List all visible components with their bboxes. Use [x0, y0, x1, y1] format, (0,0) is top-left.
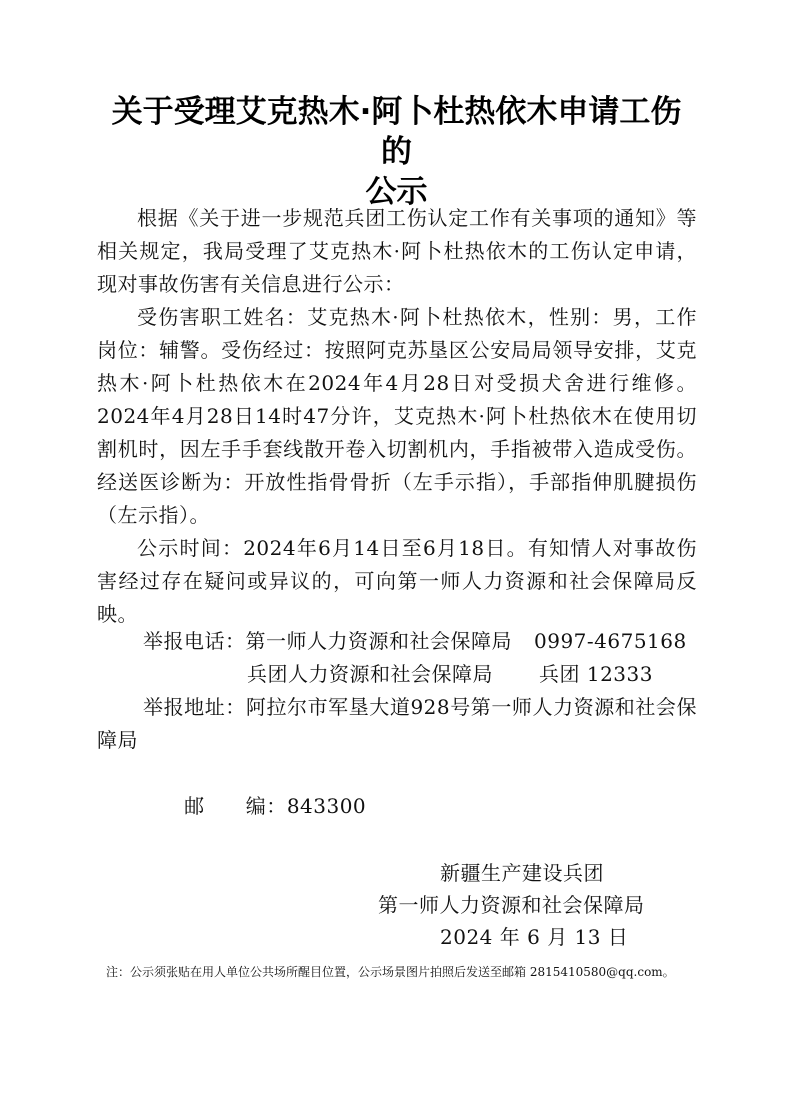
title-line-2: 公示 [365, 174, 428, 210]
address-value: 阿拉尔市军垦大道928号第一师人力资源和社会保障局 [97, 695, 697, 752]
title-line-1: 关于受理艾克热木·阿卜杜热依木申请工伤的 [111, 94, 682, 170]
postcode-label: 邮 编： [184, 794, 287, 818]
signature-date: 2024 年 6 月 13 日 [440, 925, 629, 949]
paragraph-injury-details: 受伤害职工姓名：艾克热木·阿卜杜热依木，性别：男，工作岗位：辅警。受伤经过：按照阿克苏垦区公安局局领导安排，艾克热木·阿卜杜热依木在2024年4月28日对受损犬舍进行维修。2024年4月28日14时47分许，艾克热木·阿卜杜热依木在使用切割机时，因左手手套线散开卷入切割机内，手指被带入造成受伤。经送医诊断为：开放性指骨骨折（左手示指），手部指伸肌腱损伤（左示指）。 [97, 305, 697, 527]
footnote: 注：公示须张贴在用人单位公共场所醒目位置，公示场景图片拍照后发送至邮箱 2815410580@qq.com。 [106, 965, 675, 979]
phone-org-2: 兵团人力资源和社会保障局 [247, 662, 493, 686]
contact-block [97, 625, 697, 856]
signature-org-2: 第一师人力资源和社会保障局 [378, 893, 645, 917]
phone-line-1 [97, 625, 697, 658]
phone-number-1: 0997-4675168 [534, 629, 687, 653]
paragraph-basis: 根据《关于进一步规范兵团工伤认定工作有关事项的通知》等相关规定，我局受理了艾克热木·阿卜杜热依木的工伤认定申请，现对事故伤害有关信息进行公示： [97, 206, 697, 296]
phone-number-2: 兵团 12333 [539, 662, 653, 686]
postcode-line [97, 757, 697, 856]
signature-org-1: 新疆生产建设兵团 [440, 861, 604, 885]
document-title [100, 92, 693, 212]
paragraph-notice-period: 公示时间：2024年6月14日至6月18日。有知情人对事故伤害经过存在疑问或异议的，可向第一师人力资源和社会保障局反映。 [97, 536, 697, 626]
phone-label: 举报电话： [143, 629, 246, 653]
postcode-value: 843300 [286, 794, 367, 818]
document-body [97, 202, 697, 631]
address-line [97, 691, 697, 757]
address-label: 举报地址： [143, 695, 246, 719]
phone-org-1: 第一师人力资源和社会保障局 [245, 629, 512, 653]
phone-line-2 [97, 658, 697, 691]
